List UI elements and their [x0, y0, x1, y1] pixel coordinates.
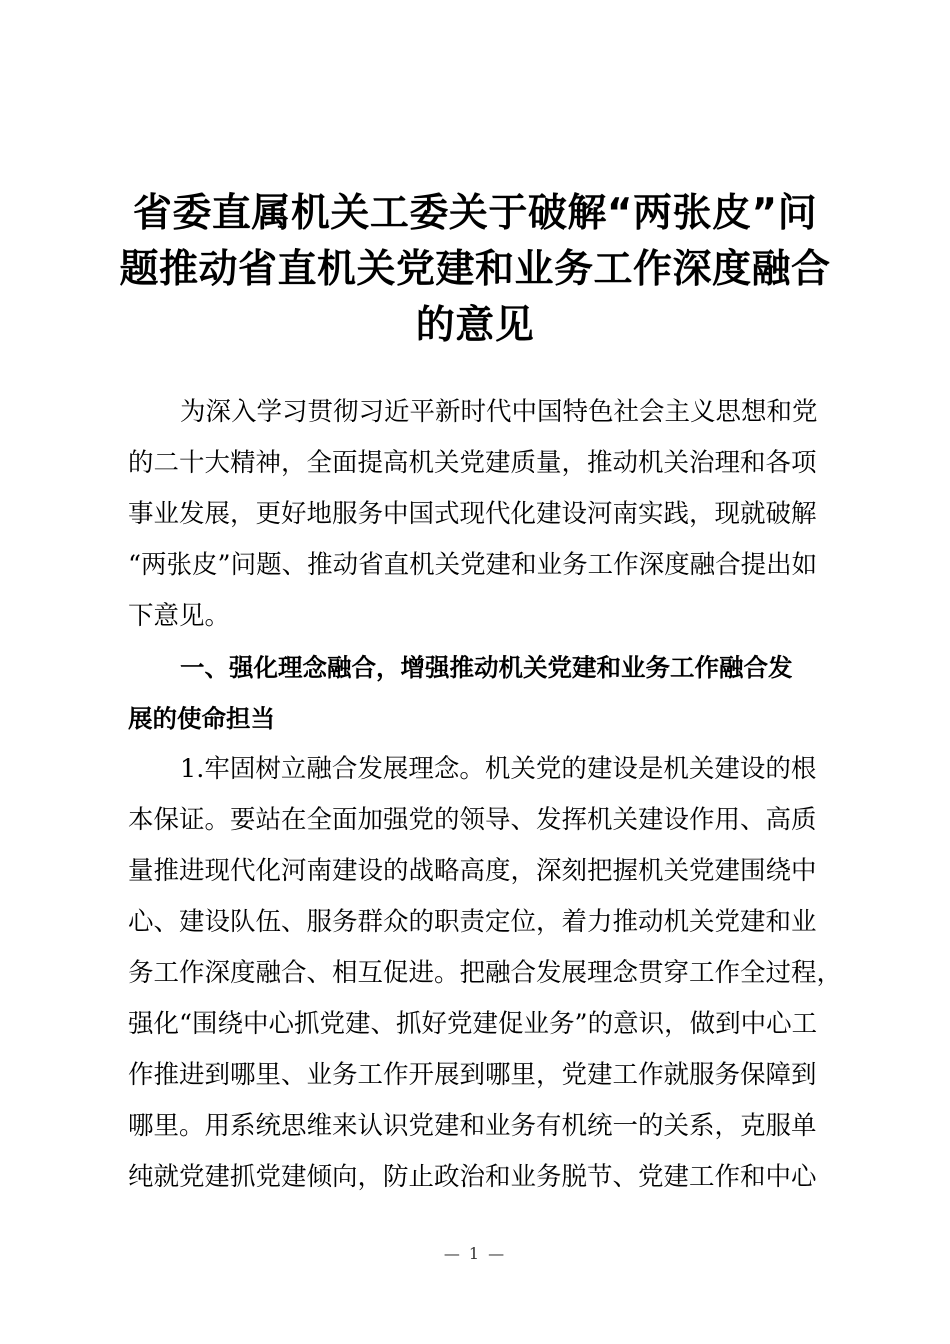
section-heading-line: 一、强化理念融合，增强推动机关党建和业务工作融合发 [180, 653, 793, 682]
body-line: “两张皮”问题、推动省直机关党建和业务工作深度融合提出如 [128, 550, 818, 580]
body-line: 为深入学习贯彻习近平新时代中国特色社会主义思想和党 [180, 397, 818, 427]
title-line: 题推动省直机关党建和业务工作深度融合 [119, 247, 831, 292]
body-line: 作推进到哪里、业务工作开展到哪里，党建工作就服务保障到 [128, 1060, 817, 1090]
body-line: 务工作深度融合、相互促进。把融合发展理念贯穿工作全过程， [128, 958, 843, 988]
body-line: 心、建设队伍、服务群众的职责定位，着力推动机关党建和业 [128, 907, 817, 937]
title-line: 省委直属机关工委关于破解“两张皮”问 [132, 191, 818, 236]
body-line: 纯就党建抓党建倾向，防止政治和业务脱节、党建工作和中心 [128, 1162, 817, 1192]
page-number: — 1 — [443, 1244, 507, 1263]
title-line: 的意见 [415, 303, 535, 348]
document-title [100, 186, 850, 354]
body-line: 本保证。要站在全面加强党的领导、发挥机关建设作用、高质 [128, 805, 817, 835]
body-line: 量推进现代化河南建设的战略高度，深刻把握机关党建围绕中 [128, 856, 817, 886]
section-heading-line: 展的使命担当 [128, 704, 275, 733]
body-line: 1.牢固树立融合发展理念。机关党的建设是机关建设的根 [180, 754, 817, 784]
body-line: 的二十大精神，全面提高机关党建质量，推动机关治理和各项 [128, 448, 817, 478]
document-body [128, 387, 843, 1203]
body-line: 事业发展，更好地服务中国式现代化建设河南实践，现就破解 [128, 499, 817, 529]
body-line: 强化“围绕中心抓党建、抓好党建促业务”的意识，做到中心工 [128, 1009, 818, 1039]
body-line: 哪里。用系统思维来认识党建和业务有机统一的关系，克服单 [128, 1111, 817, 1141]
body-line: 下意见。 [128, 601, 231, 631]
